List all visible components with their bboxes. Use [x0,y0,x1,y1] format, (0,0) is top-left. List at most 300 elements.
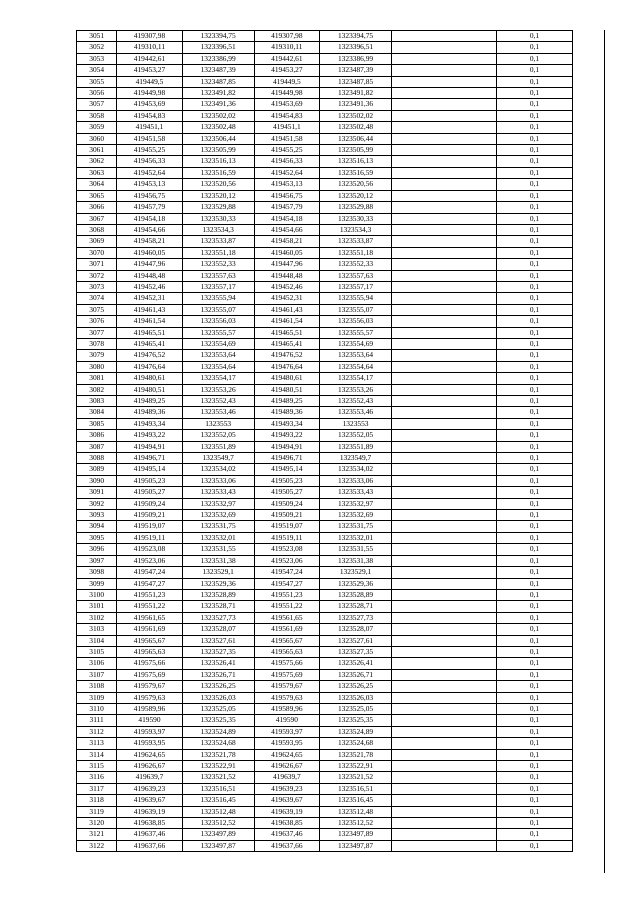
accuracy-cell: 0,1 [496,145,573,156]
table-row [77,749,640,760]
point-number-cell: 3091 [77,487,117,498]
x-coordinate-cell: 419442,61 [117,53,182,64]
x-coordinate-cell: 419452,46 [117,281,182,292]
empty-cell [392,510,497,521]
y-coordinate-cell: 1323527,35 [182,646,254,657]
accuracy-cell: 0,1 [496,122,573,133]
x-coordinate-2-cell: 419455,25 [254,145,319,156]
point-number-cell: 3083 [77,396,117,407]
y-coordinate-cell: 1323532,01 [182,532,254,543]
empty-cell [392,818,497,829]
x-coordinate-cell: 419447,96 [117,259,182,270]
accuracy-cell: 0,1 [496,42,573,53]
empty-cell [392,350,497,361]
y-coordinate-cell: 1323520,56 [182,179,254,190]
x-coordinate-cell: 419579,63 [117,692,182,703]
accuracy-cell: 0,1 [496,259,573,270]
empty-cell [392,487,497,498]
y-coordinate-2-cell: 1323532,69 [320,510,392,521]
table-row [77,441,640,452]
point-number-cell: 3118 [77,795,117,806]
y-coordinate-2-cell: 1323526,25 [320,681,392,692]
empty-cell [392,567,497,578]
table-row [77,88,640,99]
empty-cell [392,441,497,452]
y-coordinate-2-cell: 1323533,06 [320,475,392,486]
accuracy-cell: 0,1 [496,761,573,772]
y-coordinate-2-cell: 1323554,17 [320,373,392,384]
y-coordinate-2-cell: 1323386,99 [320,53,392,64]
point-number-cell: 3080 [77,361,117,372]
point-number-cell: 3051 [77,31,117,42]
accuracy-cell: 0,1 [496,669,573,680]
x-coordinate-cell: 419565,67 [117,635,182,646]
x-coordinate-2-cell: 419494,91 [254,441,319,452]
table-row [77,110,640,121]
table-row [77,327,640,338]
accuracy-cell: 0,1 [496,224,573,235]
empty-cell [573,293,640,304]
accuracy-cell: 0,1 [496,692,573,703]
y-coordinate-cell: 1323487,85 [182,76,254,87]
y-coordinate-cell: 1323554,69 [182,338,254,349]
y-coordinate-cell: 1323533,43 [182,487,254,498]
empty-cell [573,31,640,42]
y-coordinate-cell: 1323497,87 [182,840,254,851]
accuracy-cell: 0,1 [496,532,573,543]
table-row [77,122,640,133]
x-coordinate-cell: 419637,46 [117,829,182,840]
y-coordinate-cell: 1323557,17 [182,281,254,292]
x-coordinate-2-cell: 419452,31 [254,293,319,304]
point-number-cell: 3096 [77,544,117,555]
x-coordinate-2-cell: 419480,61 [254,373,319,384]
point-number-cell: 3071 [77,259,117,270]
y-coordinate-cell: 1323521,78 [182,749,254,760]
point-number-cell: 3117 [77,783,117,794]
empty-cell [392,726,497,737]
point-number-cell: 3105 [77,646,117,657]
empty-cell [573,88,640,99]
point-number-cell: 3107 [77,669,117,680]
empty-cell [573,487,640,498]
accuracy-cell: 0,1 [496,156,573,167]
x-coordinate-2-cell: 419449,98 [254,88,319,99]
x-coordinate-cell: 419448,48 [117,270,182,281]
x-coordinate-cell: 419461,54 [117,316,182,327]
empty-cell [392,190,497,201]
empty-cell [573,749,640,760]
empty-cell [573,396,640,407]
accuracy-cell: 0,1 [496,806,573,817]
x-coordinate-cell: 419476,52 [117,350,182,361]
y-coordinate-2-cell: 1323556,03 [320,316,392,327]
empty-cell [392,133,497,144]
x-coordinate-cell: 419639,7 [117,772,182,783]
empty-cell [573,726,640,737]
table-row [77,806,640,817]
x-coordinate-2-cell: 419565,67 [254,635,319,646]
table-row [77,281,640,292]
empty-cell [392,589,497,600]
point-number-cell: 3116 [77,772,117,783]
accuracy-cell: 0,1 [496,510,573,521]
empty-cell [573,373,640,384]
y-coordinate-cell: 1323552,43 [182,396,254,407]
x-coordinate-cell: 419519,11 [117,532,182,543]
y-coordinate-2-cell: 1323512,52 [320,818,392,829]
table-row [77,316,640,327]
accuracy-cell: 0,1 [496,487,573,498]
x-coordinate-2-cell: 419579,63 [254,692,319,703]
accuracy-cell: 0,1 [496,703,573,714]
y-coordinate-cell: 1323551,18 [182,247,254,258]
y-coordinate-2-cell: 1323526,03 [320,692,392,703]
y-coordinate-2-cell: 1323555,57 [320,327,392,338]
y-coordinate-cell: 1323552,33 [182,259,254,270]
y-coordinate-cell: 1323534,3 [182,224,254,235]
accuracy-cell: 0,1 [496,190,573,201]
x-coordinate-2-cell: 419547,27 [254,578,319,589]
y-coordinate-2-cell: 1323532,97 [320,498,392,509]
x-coordinate-cell: 419579,67 [117,681,182,692]
table-row [77,304,640,315]
table-row [77,31,640,42]
y-coordinate-2-cell: 1323534,3 [320,224,392,235]
y-coordinate-2-cell: 1323506,44 [320,133,392,144]
x-coordinate-2-cell: 419461,43 [254,304,319,315]
x-coordinate-2-cell: 419307,98 [254,31,319,42]
empty-cell [573,361,640,372]
y-coordinate-cell: 1323520,12 [182,190,254,201]
empty-cell [573,521,640,532]
empty-cell [573,669,640,680]
empty-cell [392,624,497,635]
table-row [77,715,640,726]
accuracy-cell: 0,1 [496,453,573,464]
empty-cell [573,840,640,851]
table-row [77,350,640,361]
x-coordinate-2-cell: 419454,66 [254,224,319,235]
x-coordinate-2-cell: 419460,05 [254,247,319,258]
table-row [77,829,640,840]
accuracy-cell: 0,1 [496,555,573,566]
y-coordinate-2-cell: 1323502,02 [320,110,392,121]
table-row [77,510,640,521]
y-coordinate-2-cell: 1323529,36 [320,578,392,589]
accuracy-cell: 0,1 [496,418,573,429]
y-coordinate-cell: 1323553,46 [182,407,254,418]
empty-cell [573,783,640,794]
empty-cell [573,612,640,623]
empty-cell [392,407,497,418]
x-coordinate-cell: 419575,69 [117,669,182,680]
y-coordinate-2-cell: 1323555,07 [320,304,392,315]
point-number-cell: 3077 [77,327,117,338]
point-number-cell: 3097 [77,555,117,566]
x-coordinate-cell: 419509,24 [117,498,182,509]
y-coordinate-cell: 1323497,89 [182,829,254,840]
empty-cell [573,544,640,555]
y-coordinate-2-cell: 1323553,64 [320,350,392,361]
x-coordinate-2-cell: 419493,22 [254,430,319,441]
point-number-cell: 3065 [77,190,117,201]
y-coordinate-cell: 1323522,91 [182,761,254,772]
empty-cell [392,259,497,270]
y-coordinate-cell: 1323516,13 [182,156,254,167]
y-coordinate-cell: 1323525,05 [182,703,254,714]
y-coordinate-cell: 1323386,99 [182,53,254,64]
x-coordinate-2-cell: 419561,69 [254,624,319,635]
y-coordinate-cell: 1323533,87 [182,236,254,247]
table-row [77,669,640,680]
y-coordinate-cell: 1323529,1 [182,567,254,578]
y-coordinate-cell: 1323528,07 [182,624,254,635]
x-coordinate-2-cell: 419639,7 [254,772,319,783]
empty-cell [392,829,497,840]
x-coordinate-2-cell: 419551,22 [254,601,319,612]
y-coordinate-cell: 1323531,75 [182,521,254,532]
x-coordinate-cell: 419455,25 [117,145,182,156]
accuracy-cell: 0,1 [496,544,573,555]
point-number-cell: 3099 [77,578,117,589]
x-coordinate-cell: 419451,1 [117,122,182,133]
accuracy-cell: 0,1 [496,589,573,600]
point-number-cell: 3094 [77,521,117,532]
table-row [77,384,640,395]
accuracy-cell: 0,1 [496,624,573,635]
x-coordinate-cell: 419456,33 [117,156,182,167]
x-coordinate-2-cell: 419457,79 [254,202,319,213]
x-coordinate-2-cell: 419480,51 [254,384,319,395]
point-number-cell: 3087 [77,441,117,452]
y-coordinate-cell: 1323553,26 [182,384,254,395]
empty-cell [573,167,640,178]
point-number-cell: 3104 [77,635,117,646]
x-coordinate-cell: 419452,64 [117,167,182,178]
accuracy-cell: 0,1 [496,829,573,840]
y-coordinate-cell: 1323525,35 [182,715,254,726]
empty-cell [573,179,640,190]
point-number-cell: 3055 [77,76,117,87]
x-coordinate-cell: 419453,13 [117,179,182,190]
empty-cell [573,430,640,441]
accuracy-cell: 0,1 [496,783,573,794]
point-number-cell: 3079 [77,350,117,361]
table-row [77,418,640,429]
point-number-cell: 3062 [77,156,117,167]
table-row [77,567,640,578]
x-coordinate-2-cell: 419523,08 [254,544,319,555]
y-coordinate-2-cell: 1323527,73 [320,612,392,623]
y-coordinate-2-cell: 1323553 [320,418,392,429]
x-coordinate-2-cell: 419489,36 [254,407,319,418]
x-coordinate-2-cell: 419448,48 [254,270,319,281]
x-coordinate-cell: 419639,23 [117,783,182,794]
x-coordinate-2-cell: 419505,27 [254,487,319,498]
y-coordinate-cell: 1323557,63 [182,270,254,281]
empty-cell [392,795,497,806]
x-coordinate-2-cell: 419589,96 [254,703,319,714]
x-coordinate-cell: 419505,27 [117,487,182,498]
empty-cell [392,65,497,76]
x-coordinate-cell: 419454,66 [117,224,182,235]
empty-cell [392,99,497,110]
table-row [77,475,640,486]
accuracy-cell: 0,1 [496,726,573,737]
empty-cell [392,703,497,714]
x-coordinate-cell: 419307,98 [117,31,182,42]
x-coordinate-cell: 419561,65 [117,612,182,623]
empty-cell [392,601,497,612]
empty-cell [573,624,640,635]
y-coordinate-cell: 1323528,89 [182,589,254,600]
empty-cell [573,190,640,201]
table-row [77,259,640,270]
table-row [77,532,640,543]
empty-cell [392,453,497,464]
x-coordinate-cell: 419638,85 [117,818,182,829]
y-coordinate-cell: 1323505,99 [182,145,254,156]
accuracy-cell: 0,1 [496,795,573,806]
y-coordinate-2-cell: 1323557,63 [320,270,392,281]
table-row [77,156,640,167]
empty-cell [392,418,497,429]
y-coordinate-cell: 1323526,41 [182,658,254,669]
coordinates-table-body [77,31,640,852]
empty-cell [392,475,497,486]
x-coordinate-2-cell: 419458,21 [254,236,319,247]
empty-cell [392,167,497,178]
x-coordinate-cell: 419449,98 [117,88,182,99]
table-row [77,635,640,646]
point-number-cell: 3085 [77,418,117,429]
empty-cell [392,156,497,167]
empty-cell [573,110,640,121]
point-number-cell: 3081 [77,373,117,384]
y-coordinate-2-cell: 1323551,18 [320,247,392,258]
empty-cell [573,418,640,429]
point-number-cell: 3110 [77,703,117,714]
empty-cell [573,692,640,703]
empty-cell [392,840,497,851]
accuracy-cell: 0,1 [496,281,573,292]
coordinates-table [76,30,640,852]
x-coordinate-cell: 419454,83 [117,110,182,121]
y-coordinate-2-cell: 1323516,45 [320,795,392,806]
table-row [77,624,640,635]
empty-cell [392,578,497,589]
point-number-cell: 3073 [77,281,117,292]
point-number-cell: 3066 [77,202,117,213]
y-coordinate-cell: 1323516,51 [182,783,254,794]
table-row [77,453,640,464]
accuracy-cell: 0,1 [496,430,573,441]
y-coordinate-cell: 1323502,02 [182,110,254,121]
accuracy-cell: 0,1 [496,715,573,726]
empty-cell [573,532,640,543]
accuracy-cell: 0,1 [496,384,573,395]
x-coordinate-2-cell: 419519,07 [254,521,319,532]
table-row [77,76,640,87]
point-number-cell: 3053 [77,53,117,64]
point-number-cell: 3070 [77,247,117,258]
empty-cell [573,738,640,749]
empty-cell [573,224,640,235]
empty-cell [573,567,640,578]
table-row [77,42,640,53]
accuracy-cell: 0,1 [496,681,573,692]
empty-cell [573,441,640,452]
x-coordinate-cell: 419593,95 [117,738,182,749]
y-coordinate-2-cell: 1323520,12 [320,190,392,201]
x-coordinate-2-cell: 419590 [254,715,319,726]
y-coordinate-2-cell: 1323529,1 [320,567,392,578]
empty-cell [392,202,497,213]
accuracy-cell: 0,1 [496,88,573,99]
x-coordinate-2-cell: 419624,65 [254,749,319,760]
y-coordinate-cell: 1323531,55 [182,544,254,555]
x-coordinate-cell: 419494,91 [117,441,182,452]
accuracy-cell: 0,1 [496,293,573,304]
y-coordinate-2-cell: 1323505,99 [320,145,392,156]
x-coordinate-2-cell: 419452,46 [254,281,319,292]
y-coordinate-2-cell: 1323533,87 [320,236,392,247]
point-number-cell: 3095 [77,532,117,543]
y-coordinate-2-cell: 1323525,35 [320,715,392,726]
point-number-cell: 3098 [77,567,117,578]
y-coordinate-cell: 1323526,25 [182,681,254,692]
accuracy-cell: 0,1 [496,373,573,384]
accuracy-cell: 0,1 [496,76,573,87]
point-number-cell: 3059 [77,122,117,133]
empty-cell [392,31,497,42]
y-coordinate-cell: 1323524,68 [182,738,254,749]
y-coordinate-cell: 1323555,07 [182,304,254,315]
empty-cell [392,247,497,258]
empty-cell [392,270,497,281]
x-coordinate-2-cell: 419551,23 [254,589,319,600]
y-coordinate-cell: 1323487,39 [182,65,254,76]
y-coordinate-2-cell: 1323487,39 [320,65,392,76]
point-number-cell: 3114 [77,749,117,760]
y-coordinate-2-cell: 1323532,01 [320,532,392,543]
empty-cell [573,236,640,247]
x-coordinate-cell: 419624,65 [117,749,182,760]
point-number-cell: 3078 [77,338,117,349]
point-number-cell: 3093 [77,510,117,521]
table-row [77,270,640,281]
empty-cell [392,338,497,349]
empty-cell [573,646,640,657]
y-coordinate-2-cell: 1323533,43 [320,487,392,498]
x-coordinate-cell: 419547,27 [117,578,182,589]
point-number-cell: 3054 [77,65,117,76]
point-number-cell: 3067 [77,213,117,224]
accuracy-cell: 0,1 [496,578,573,589]
point-number-cell: 3072 [77,270,117,281]
empty-cell [392,555,497,566]
empty-cell [573,475,640,486]
x-coordinate-cell: 419590 [117,715,182,726]
table-row [77,373,640,384]
y-coordinate-2-cell: 1323502,48 [320,122,392,133]
x-coordinate-cell: 419480,51 [117,384,182,395]
y-coordinate-2-cell: 1323530,33 [320,213,392,224]
y-coordinate-2-cell: 1323516,13 [320,156,392,167]
x-coordinate-2-cell: 419451,1 [254,122,319,133]
point-number-cell: 3058 [77,110,117,121]
